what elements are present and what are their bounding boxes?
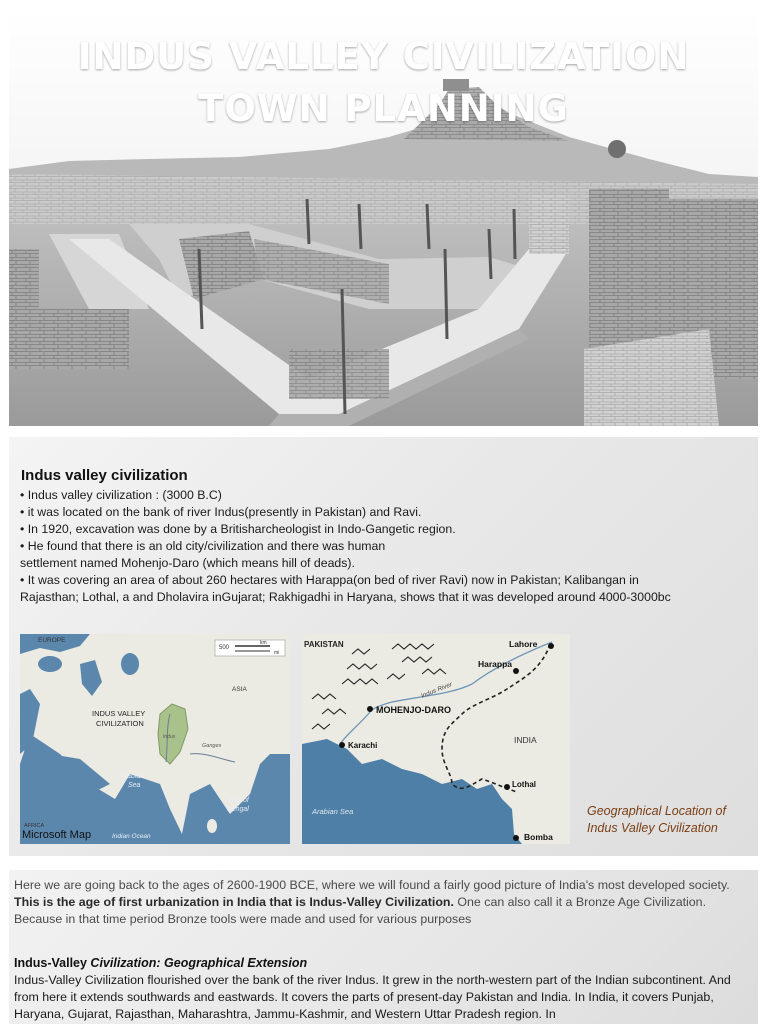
map-label-harappa: Harappa [478, 659, 513, 669]
map-label-ganges: Ganges [202, 743, 222, 749]
map-label-asia: ASIA [232, 686, 247, 693]
info-line: • it was located on the bank of river Indus(presently in Pakistan) and Ravi. [20, 505, 422, 519]
map-label-civilization-1: INDUS VALLEY [92, 709, 146, 718]
info-line: • He found that there is an old city/civilization and there was human [20, 539, 386, 553]
map-label-indus-river: Indus River [420, 681, 454, 700]
map-caption [587, 803, 752, 837]
info-line: Rajasthan; Lothal, a and Dholavira inGujarat; Rakhigadhi in Haryana, shows that it was developed around 4000-3000bc [20, 590, 671, 604]
intro-paragraph [14, 877, 749, 928]
info-line: • It was covering an area of about 260 hectares with Harappa(on bed of river Ravi) now in Pakistan; Kalibangan in [20, 573, 639, 587]
map-scale-km: km [260, 640, 267, 646]
intro-text-2: One can also call it a Bronze Age Civilization. Because in that time period Bronze tools were made and used for various purposes [14, 895, 707, 926]
map-label-civilization-2: CIVILIZATION [96, 719, 144, 728]
map-label-karachi: Karachi [348, 741, 378, 750]
map-scale-500: 500 [219, 645, 230, 651]
map-credit: Microsoft Map [22, 829, 92, 841]
asia-region-map [20, 634, 290, 844]
title-slide [9, 9, 758, 426]
map-label-europe: EUROPE [38, 637, 66, 644]
info-slide [9, 437, 758, 856]
map-caption-line-1: Geographical Location of [587, 804, 726, 818]
info-line: settlement named Mohenjo-Daro (which means hill of deads). [20, 556, 355, 570]
history-slide [9, 870, 758, 1024]
map-label-india: INDIA [514, 735, 537, 745]
map-label-arabian-2: Sea [128, 782, 141, 789]
info-bullet-list [20, 487, 740, 606]
map-label-lahore: Lahore [509, 639, 538, 649]
info-line: • In 1920, excavation was done by a Britisharcheologist in Indo-Gangetic region. [20, 522, 456, 536]
map-label-pakistan: PAKISTAN [304, 640, 344, 649]
geo-heading-italic: Civilization: Geographical Extension [90, 956, 308, 970]
intro-bold-text: This is the age of first urbanization in India that is Indus-Valley Civilization. [14, 895, 454, 909]
map-caption-line-2: Indus Valley Civilization [587, 821, 718, 835]
slide-title-line-1: INDUS VALLEY CIVILIZATION [77, 35, 690, 78]
map-label-indian-ocean: Indian Ocean [112, 833, 151, 840]
indus-sites-map [302, 634, 570, 844]
map-label-indus: Indus [163, 734, 176, 740]
intro-text-1: Here we are going back to the ages of 2600-1900 BCE, where we will found a fairly good picture of India's most developed society. [14, 878, 730, 892]
slide-title-line-2: TOWN PLANNING [198, 87, 569, 130]
map-label-arabian-1: Arabian [120, 773, 145, 780]
map-label-arabian-sea: Arabian Sea [312, 807, 354, 816]
geo-heading [14, 956, 307, 970]
geo-body-paragraph: Indus-Valley Civilization flourished over the bank of the river Indus. It grew in the north-western part of the Indian subcontinent. And from here it extends southwards and eastwards. It covers the parts of present-day Pakistan and India. In India, it covers Punjab, Haryana, Gujarat, Rajasthan, Maharashtra, Jammu-Kashmir, and Western Uttar Pradesh region. In [14, 973, 731, 1021]
map-label-lothal: Lothal [512, 780, 536, 789]
map-label-bay-2: Bengal [227, 806, 249, 813]
map-label-africa: AFRICA [24, 823, 45, 829]
map-label-bombay: Bomba [524, 832, 553, 842]
map-scale-mi: mi [274, 650, 280, 656]
map-label-mohenjo-daro: MOHENJO-DARO [376, 705, 452, 715]
info-line: • Indus valley civilization : (3000 B.C) [20, 488, 222, 502]
map-label-bay-1: Bay of [229, 797, 249, 804]
geo-heading-plain: Indus-Valley [14, 956, 91, 970]
info-heading: Indus valley civilization [21, 467, 188, 484]
